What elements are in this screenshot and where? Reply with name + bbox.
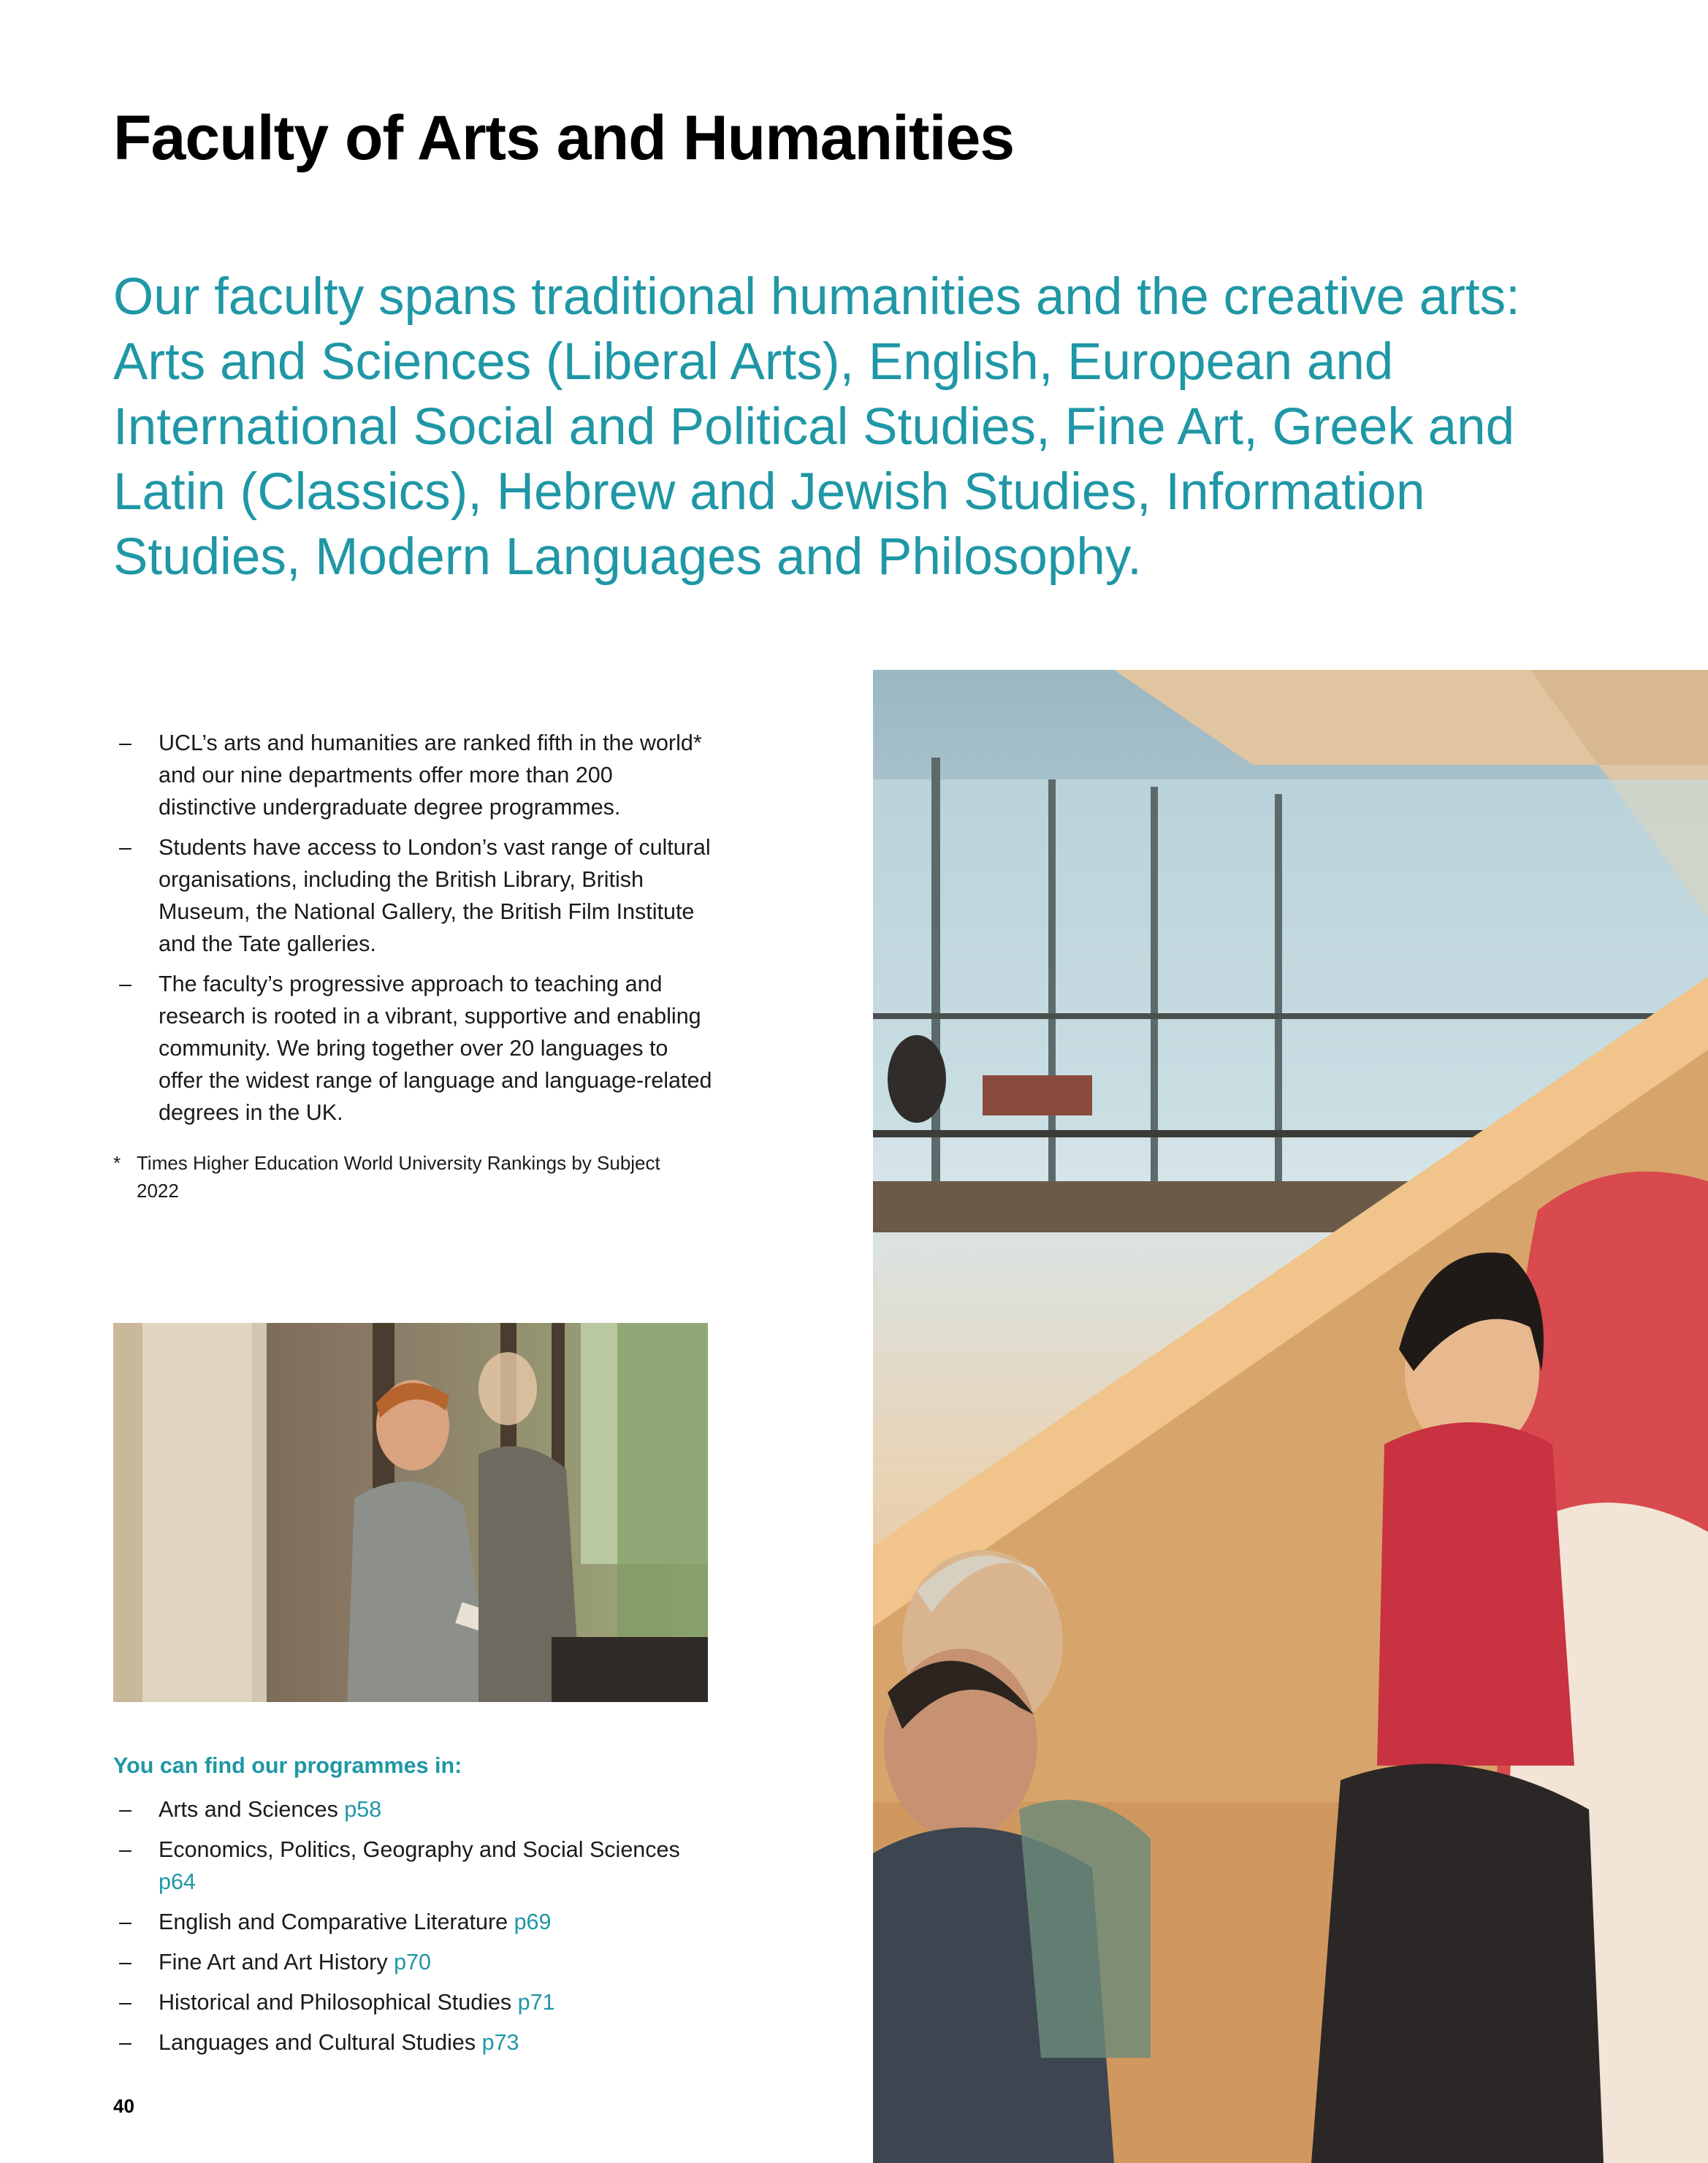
bullet-dash: –: [119, 2030, 131, 2055]
list-item: [113, 968, 712, 1129]
bullet-dash: –: [119, 1837, 131, 1862]
programme-label: English and Comparative Literature: [159, 1910, 514, 1934]
list-item-text: Students have access to London’s vast range of cultural organisations, including the British Library, British Museum, the National Gallery, the British Film Institute and the Tate galleries.: [159, 835, 711, 956]
students-reading-photo: [113, 1323, 708, 1702]
footnote-text: Times Higher Education World University Rankings by Subject 2022: [137, 1152, 660, 1202]
programme-page-link[interactable]: p64: [159, 1869, 196, 1894]
programme-item: [113, 1834, 712, 1898]
programme-item: [113, 1946, 712, 1978]
list-item: [113, 727, 712, 823]
bullet-dash: –: [119, 1950, 131, 1975]
bullet-dash: –: [119, 972, 131, 996]
students-stairs-photo: [873, 670, 1708, 2163]
programme-item: [113, 1793, 712, 1826]
programme-page-link[interactable]: p73: [481, 2030, 519, 2055]
list-item-text: UCL’s arts and humanities are ranked fifth in the world* and our nine departments offer more than 200 distinctive undergraduate degree programmes.: [159, 730, 702, 820]
programme-page-link[interactable]: p58: [344, 1797, 382, 1822]
programme-item: [113, 1986, 712, 2018]
programmes-list: [113, 1793, 712, 2067]
footnote-marker: *: [113, 1152, 121, 1174]
programme-label: Fine Art and Art History: [159, 1950, 394, 1975]
programme-label: Historical and Philosophical Studies: [159, 1990, 518, 2015]
programmes-heading: You can find our programmes in:: [113, 1753, 462, 1778]
bullet-dash: –: [119, 1990, 131, 2015]
programme-item: [113, 1906, 712, 1938]
highlights-list: [113, 727, 712, 1137]
list-item: [113, 831, 712, 960]
programme-page-link[interactable]: p71: [517, 1990, 555, 2015]
programme-page-link[interactable]: p70: [394, 1950, 431, 1975]
bullet-dash: –: [119, 1910, 131, 1934]
programme-page-link[interactable]: p69: [514, 1910, 552, 1934]
programme-label: Arts and Sciences: [159, 1797, 345, 1822]
page-title: Faculty of Arts and Humanities: [113, 103, 1015, 173]
list-item-text: The faculty’s progressive approach to teaching and research is rooted in a vibrant, supportive and enabling community. We bring together over 20 languages to offer the widest range of language and language-related degrees in the UK.: [159, 972, 712, 1125]
footnote: [113, 1149, 668, 1205]
bullet-dash: –: [119, 835, 131, 860]
programme-label: Languages and Cultural Studies: [159, 2030, 482, 2055]
bullet-dash: –: [119, 730, 131, 755]
programme-item: [113, 2026, 712, 2059]
bullet-dash: –: [119, 1797, 131, 1822]
intro-paragraph: Our faculty spans traditional humanities and the creative arts: Arts and Sciences (Liberal Arts), English, European and International Social and Political Studies, Fine Art, Greek and Latin (Classics), Hebrew and Jewish Studies, Information Studies, Modern Languages and Philosophy.: [113, 268, 1520, 586]
page-number: 40: [113, 2095, 134, 2117]
programme-label: Economics, Politics, Geography and Social Sciences: [159, 1837, 680, 1862]
